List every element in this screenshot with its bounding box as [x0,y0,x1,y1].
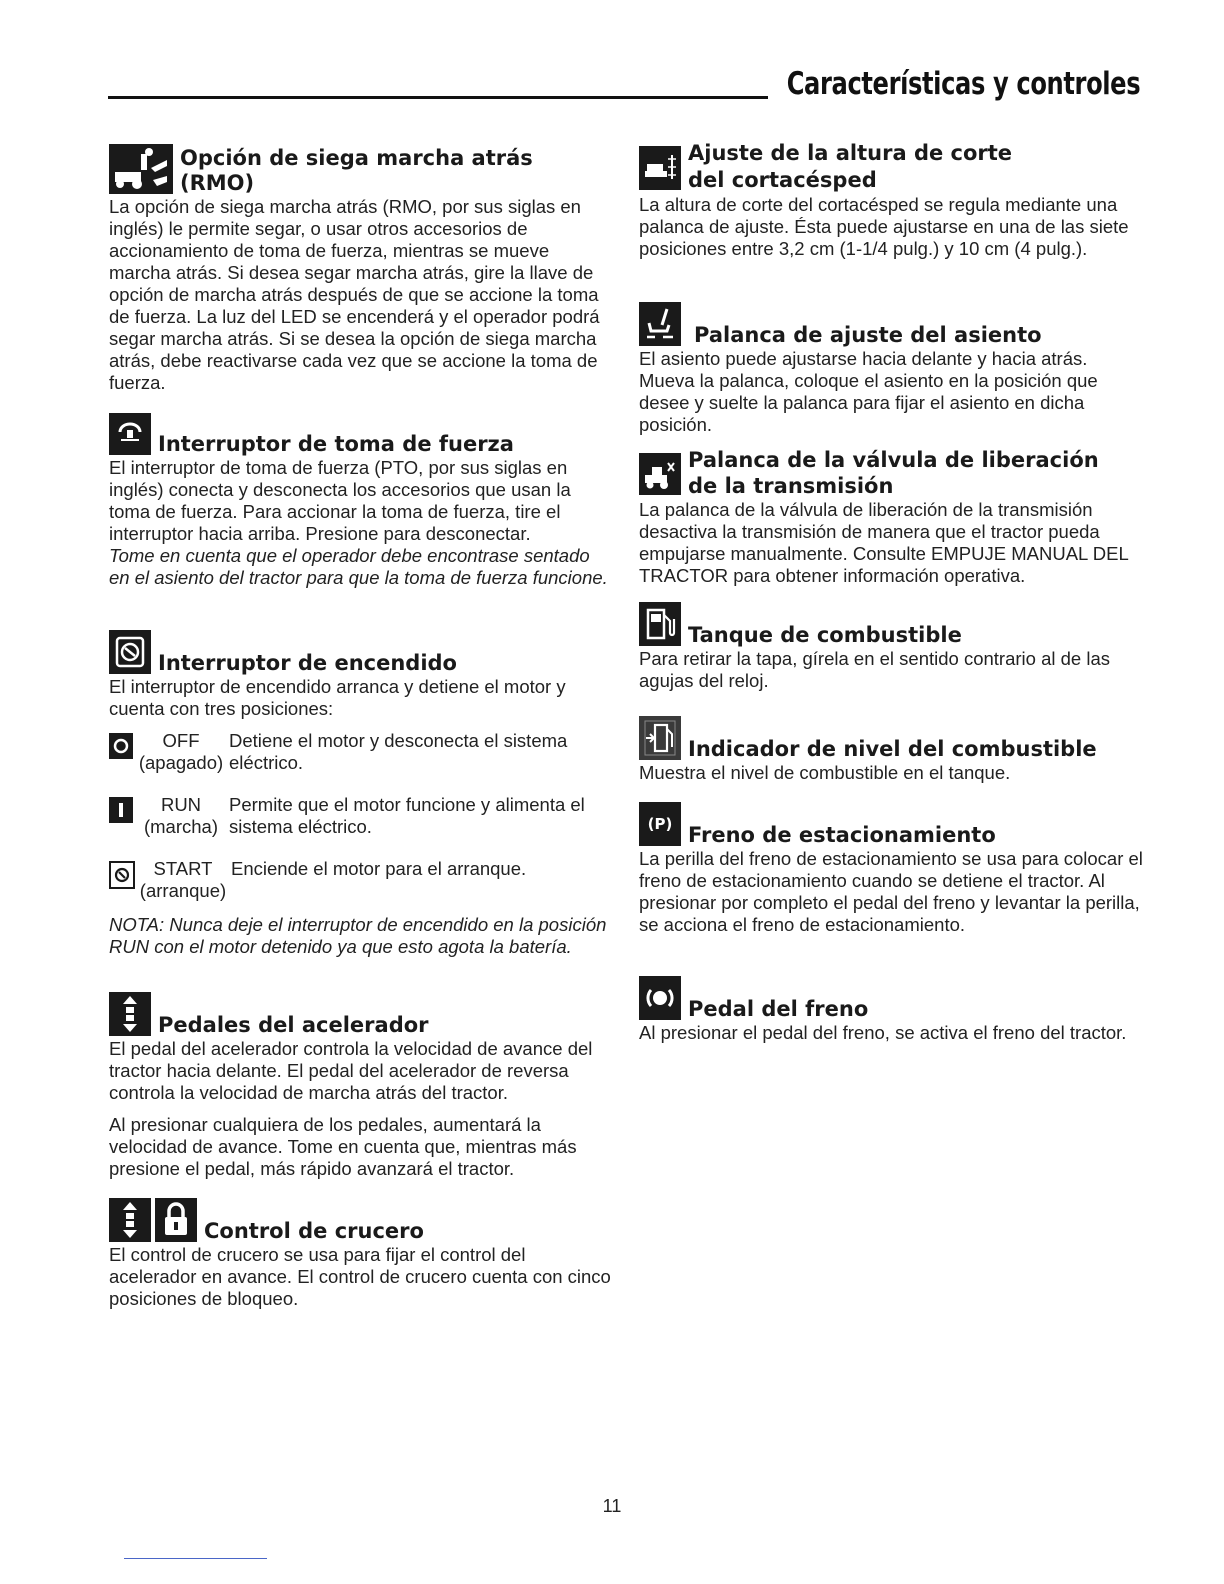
section-title: Opción de siega marcha atrás (RMO) [180,146,533,195]
section-title: Pedal del freno [688,997,869,1021]
accelerator-pedal-icon [109,992,151,1036]
section-title-line2: de la transmisión [688,474,894,498]
reverse-mow-icon [109,144,173,194]
section-fuel-gauge [639,716,1144,784]
section-seat [639,302,1144,436]
section-note: NOTA: Nunca deje el interruptor de encendido en la posición RUN con el motor detenido ya que esto agota la batería. [109,914,607,957]
section-cut-height [639,140,1144,260]
section-pto [109,413,614,589]
position-label: OFF [162,730,200,751]
position-desc: Detiene el motor y desconecta el sistema eléctrico. [229,730,568,773]
section-rmo [109,144,614,394]
section-text: La palanca de la válvula de liberación de la transmisión desactiva la transmisión de manera que el tractor pueda empujarse manualmente. Consulte EMPUJE MANUAL DEL TRACTOR para obtener información operativa. [639,499,1129,586]
section-title: Palanca de ajuste del asiento [694,323,1042,347]
position-row-start [109,858,614,902]
position-sublabel: (marcha) [143,816,218,837]
start-position-icon [109,861,135,889]
accelerator-pedal-icon [109,1198,151,1242]
section-text: La altura de corte del cortacésped se regula mediante una palanca de ajuste. Ésta puede ajustarse en una de las siete posiciones entre 3,2 cm (1-1/4 pulg.) y 10 cm (4 pulg.). [639,194,1129,259]
section-text: El pedal del acelerador controla la velocidad de avance del tractor hacia delante. El pedal del acelerador de reversa controla la velocidad de marcha atrás del tractor. [109,1038,593,1103]
section-title: Palanca de la válvula de liberación [688,448,1099,472]
section-fuel-tank [639,602,1144,692]
section-brake-pedal [639,976,1144,1044]
seat-adjust-icon [639,302,681,346]
position-label: RUN [160,794,202,815]
pto-switch-icon [109,413,151,455]
fuel-gauge-icon [639,716,681,760]
section-cruise [109,1198,614,1310]
section-text: Para retirar la tapa, gírela en el sentido contrario al de las agujas del reloj. [639,648,1110,691]
section-transmission [639,447,1144,587]
header-rule [108,96,768,99]
section-text: Muestra el nivel de combustible en el tanque. [639,762,1011,783]
ignition-key-icon [109,630,151,674]
section-title: Interruptor de toma de fuerza [158,432,514,456]
position-desc: Enciende el motor para el arranque. [231,858,527,879]
position-row-run [109,794,614,838]
section-title: Indicador de nivel del combustible [688,737,1097,761]
section-title: Freno de estacionamiento [688,823,996,847]
section-title: Tanque de combustible [688,623,962,647]
cut-height-icon [639,146,681,190]
section-title: Interruptor de encendido [158,651,457,675]
section-title: Pedales del acelerador [158,1013,429,1037]
section-text: La opción de siega marcha atrás (RMO, por sus siglas en inglés) le permite segar, o usar otros accesorios de accionamiento de toma de fuerza, mientras se mueve marcha atrás. Si desea segar marcha atrás, gire la llave de opción de marcha atrás después de que se accione la toma de fuerza. La luz del LED se encenderá y el operador podrá segar marcha atrás. Si se desea la opción de siega marcha atrás, debe reactivarse cada vez que se accione la toma de fuerza. [109,196,600,393]
section-text: Al presionar el pedal del freno, se activa el freno del tractor. [639,1022,1127,1043]
position-sublabel: (arranque) [139,880,227,901]
position-row-off [109,730,614,774]
page-number: 11 [602,1496,622,1516]
section-title: Ajuste de la altura de corte [688,141,1013,165]
position-desc: Permite que el motor funcione y alimenta el sistema eléctrico. [229,794,585,837]
fuel-pump-icon [639,602,681,646]
position-sublabel: (apagado) [138,752,224,773]
page-title: Características y controles [786,66,1140,102]
section-title-line2: del cortacésped [688,168,877,192]
brake-icon [639,976,681,1020]
run-position-icon [109,797,133,823]
transmission-release-icon [639,453,681,495]
off-position-icon [109,733,133,759]
position-label: START [153,858,213,879]
footer-line [124,1558,267,1559]
section-parking-brake [639,802,1144,936]
section-text: El interruptor de toma de fuerza (PTO, por sus siglas en inglés) conecta y desconecta los accesorios que usan la toma de fuerza. Para accionar la toma de fuerza, tire el interruptor hacia arriba. Presione para desconectar. [109,457,571,544]
section-text: El interruptor de encendido arranca y detiene el motor y cuenta con tres posiciones: [109,676,566,719]
section-title: Control de crucero [204,1219,424,1243]
section-text: Al presionar cualquiera de los pedales, aumentará la velocidad de avance. Tome en cuenta que, mientras más presione el pedal, más rápido avanzará el tractor. [109,1114,577,1179]
section-ignition [109,630,614,958]
lock-icon [155,1198,197,1242]
section-text: La perilla del freno de estacionamiento se usa para colocar el freno de estacionamiento cuando se detiene el tractor. Al presionar por completo el pedal del freno y levantar la perilla, se acciona el freno de estacionamiento. [639,848,1143,935]
section-text: El control de crucero se usa para fijar el control del acelerador en avance. El control de crucero cuenta con cinco posiciones de bloqueo. [109,1244,611,1309]
section-note: Tome en cuenta que el operador debe encontrase sentado en el asiento del tractor para que la toma de fuerza funcione. [109,545,608,588]
section-text: El asiento puede ajustarse hacia delante y hacia atrás. Mueva la palanca, coloque el asiento en la posición que desee y suelte la palanca para fijar el asiento en dicha posición. [639,348,1098,435]
parking-brake-icon: (P) [639,802,681,846]
section-pedals [109,992,614,1180]
